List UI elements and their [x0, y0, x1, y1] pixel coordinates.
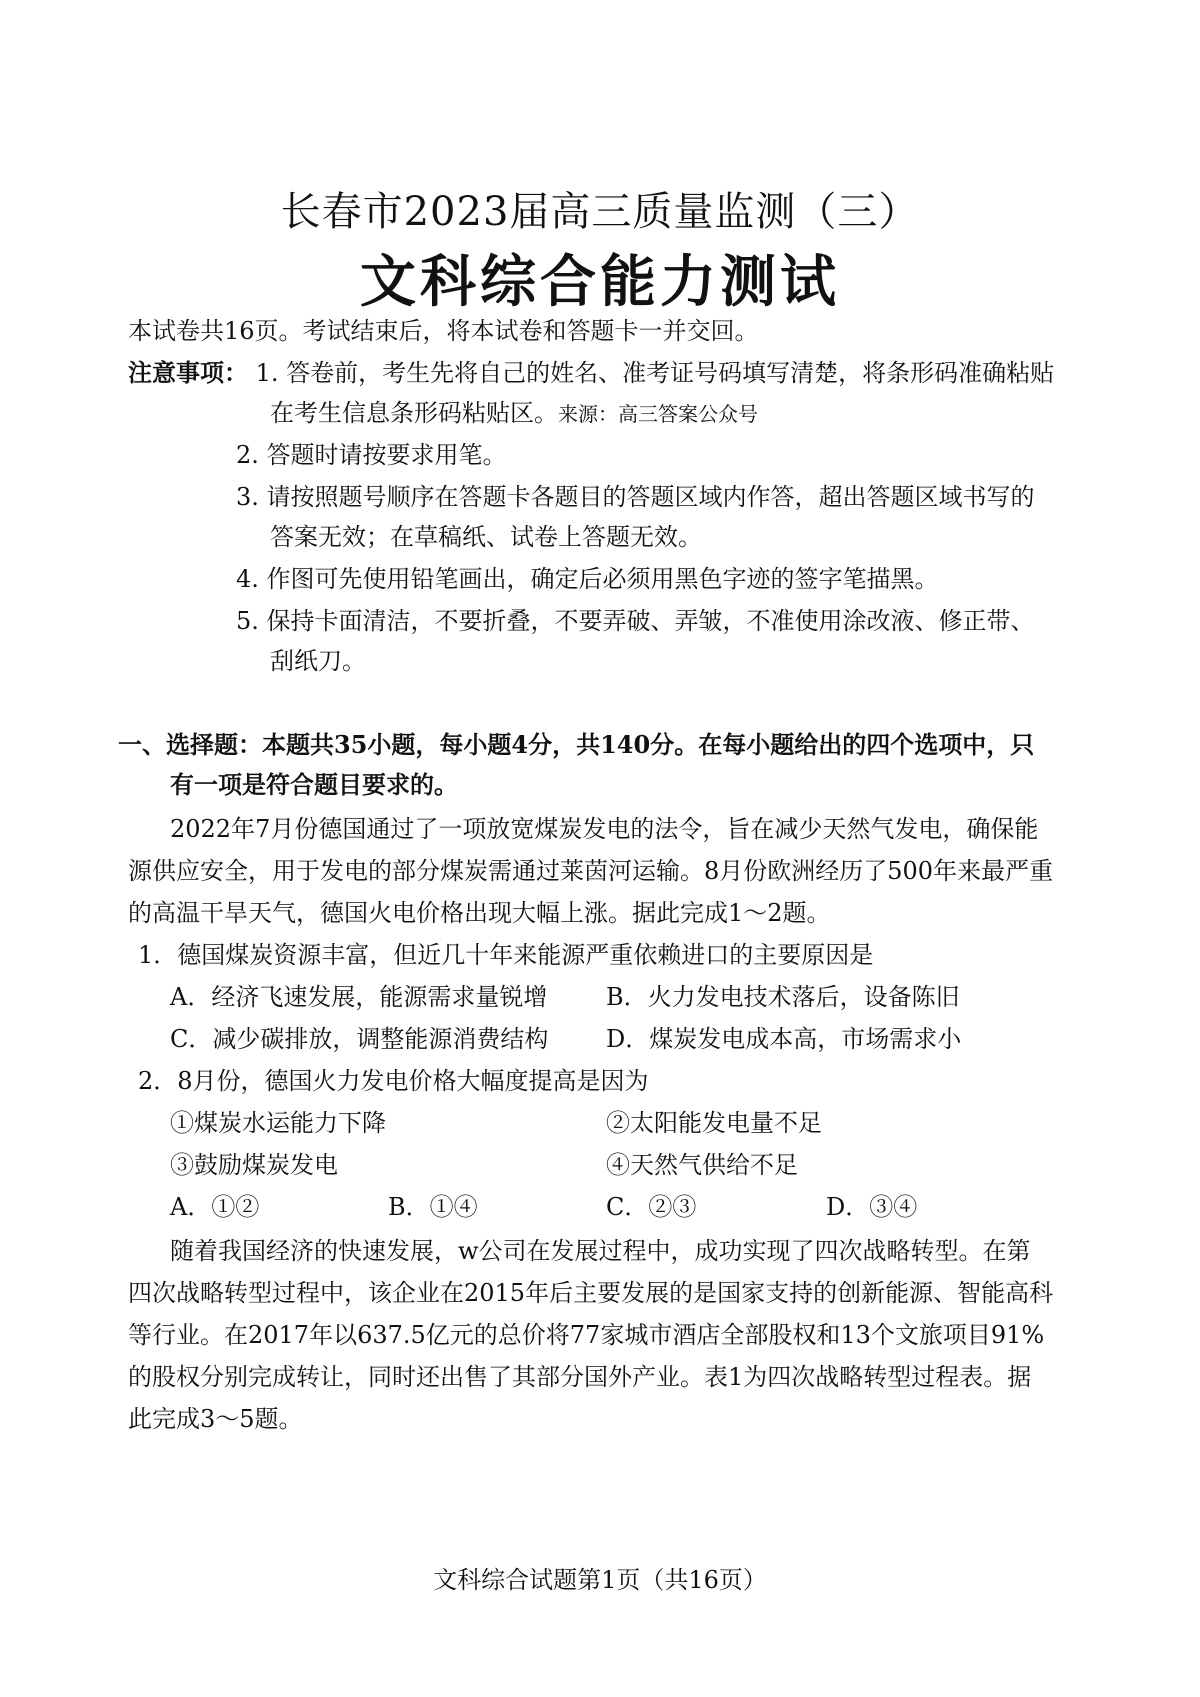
passage1-line: 的高温干旱天气，德国火电价格出现大幅上涨。据此完成1～2题。 [128, 899, 831, 927]
q2-statement-3: ③鼓励煤炭发电 [170, 1151, 338, 1179]
q2-statement-4: ④天然气供给不足 [606, 1151, 798, 1179]
notice-text: 答卷前，考生先将自己的姓名、准考证号码填写清楚，将条形码准确粘贴 [286, 359, 1055, 387]
q1-option-d: D．煤炭发电成本高，市场需求小 [606, 1025, 962, 1053]
q2-option-c: C．②③ [606, 1193, 697, 1221]
notice-row-3b: 答案无效；在草稿纸、试卷上答题无效。 [270, 523, 702, 551]
q2-statement-1: ①煤炭水运能力下降 [170, 1109, 386, 1137]
passage2-line: 随着我国经济的快速发展，w公司在发展过程中，成功实现了四次战略转型。在第 [170, 1237, 1031, 1265]
question-2-stem: 2．8月份，德国火力发电价格大幅度提高是因为 [138, 1067, 649, 1095]
q1-option-b: B．火力发电技术落后，设备陈旧 [606, 983, 960, 1011]
q1-option-a: A．经济飞速发展，能源需求量锐增 [170, 983, 548, 1011]
notice-row-4 [236, 564, 939, 594]
source-note: 来源：高三答案公众号 [558, 402, 758, 426]
notice-text: 作图可先使用铅笔画出，确定后必须用黑色字迹的签字笔描黑。 [266, 565, 939, 593]
notice-num: 1. [255, 359, 279, 387]
exam-title: 长春市2023届高三质量监测（三） [280, 189, 920, 235]
q1-option-c: C．减少碳排放，调整能源消费结构 [170, 1025, 549, 1053]
notice-text: 答题时请按要求用笔。 [266, 441, 507, 469]
notice-num: 3. [236, 483, 259, 511]
q2-statement-2: ②太阳能发电量不足 [606, 1109, 822, 1137]
notice-label: 注意事项： [128, 358, 248, 387]
notice-text: 请按照题号顺序在答题卡各题目的答题区域内作答，超出答题区域书写的 [266, 483, 1035, 511]
exam-subtitle: 文科综合能力测试 [360, 250, 840, 315]
notice-num: 4. [236, 565, 259, 593]
passage2-line: 此完成3～5题。 [128, 1405, 303, 1433]
notice-row-2 [236, 440, 507, 470]
passage2-line: 等行业。在2017年以637.5亿元的总价将77家城市酒店全部股权和13个文旅项目91% [128, 1321, 1045, 1349]
notice-text: 在考生信息条形码粘贴区。 [270, 399, 558, 427]
passage2-line: 四次战略转型过程中，该企业在2015年后主要发展的是国家支持的创新能源、智能高科 [128, 1279, 1054, 1307]
passage2-line: 的股权分别完成转让，同时还出售了其部分国外产业。表1为四次战略转型过程表。据 [128, 1363, 1032, 1391]
q2-option-b: B．①④ [388, 1193, 478, 1221]
notice-row-5 [236, 606, 1035, 636]
question-1-stem: 1．德国煤炭资源丰富，但近几十年来能源严重依赖进口的主要原因是 [138, 941, 874, 969]
notice-num: 5. [236, 607, 259, 635]
passage1-line: 源供应安全，用于发电的部分煤炭需通过莱茵河运输。8月份欧洲经历了500年来最严重 [128, 857, 1054, 885]
notice-row-3 [236, 482, 1035, 512]
notice-row-1b [270, 398, 758, 429]
q2-option-a: A．①② [170, 1193, 260, 1221]
passage1-line: 2022年7月份德国通过了一项放宽煤炭发电的法令，旨在减少天然气发电，确保能 [170, 815, 1039, 843]
notice-row-1 [128, 358, 1054, 388]
q2-option-d: D．③④ [826, 1193, 918, 1221]
notice-num: 2. [236, 441, 259, 469]
notice-text: 保持卡面清洁，不要折叠，不要弄破、弄皱，不准使用涂改液、修正带、 [266, 607, 1035, 635]
section-heading: 一、选择题：本题共35小题，每小题4分，共140分。在每小题给出的四个选项中，只 [118, 730, 1035, 759]
intro-text: 本试卷共16页。考试结束后，将本试卷和答题卡一并交回。 [128, 317, 759, 345]
section-heading-2: 有一项是符合题目要求的。 [170, 770, 458, 799]
notice-row-5b: 刮纸刀。 [270, 647, 366, 675]
page-footer: 文科综合试题第1页（共16页） [433, 1566, 767, 1594]
